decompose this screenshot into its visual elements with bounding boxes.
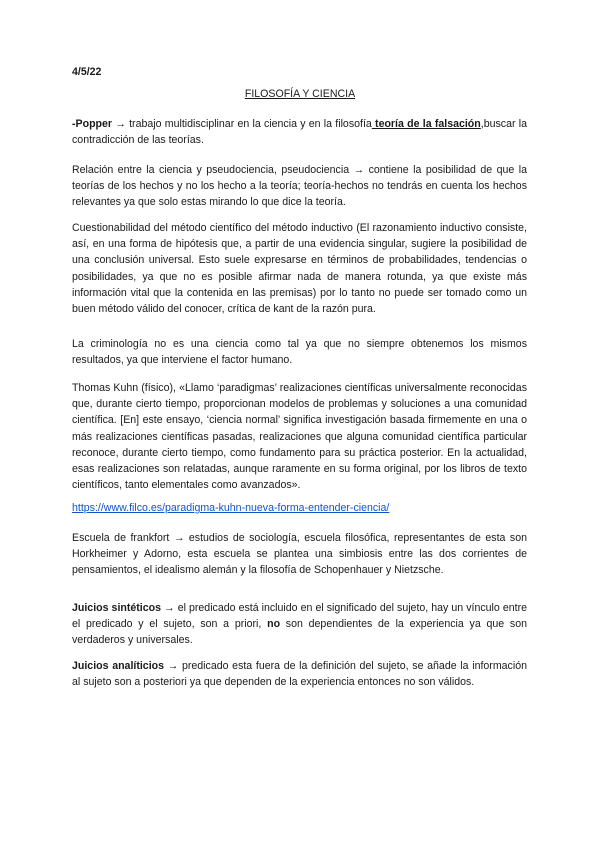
popper-label: -Popper <box>72 118 113 130</box>
popper-text: → trabajo multidisciplinar en la ciencia y en la filosofía <box>112 118 372 130</box>
falsacion-term: teoría de la falsación <box>371 118 481 130</box>
paragraph-analiticos <box>72 658 527 690</box>
link-filco[interactable] <box>72 500 527 516</box>
analiticos-label: Juicios analíticios <box>72 660 164 672</box>
popper-rest: ,buscar la contradicción de las teorías. <box>72 118 527 147</box>
paragraph-pseudociencia: Relación entre la ciencia y pseudociencia, pseudociencia → contiene la posibilidad de que la teorías de los hechos y no los hecho a la teoría; teoría-hechos no tendrás en cuenta los hechos relevantes ya que solo estas mirando lo que dice la teoría. <box>72 164 527 209</box>
paragraph-frankfort: Escuela de frankfort → estudios de sociología, escuela filosófica, representantes de esta son Horkheimer y Adorno, esta escuela se plantea una simbiosis entre las dos corrientes de pensamientos, el idealismo alemán y la filosofía de Schopenhauer y Nietzsche. <box>72 532 527 577</box>
sinteticos-text: → el predicado está incluido en el significado del sujeto, hay un vínculo entre el predicado y el sujeto, son a priori, <box>72 602 527 631</box>
paragraph-inductivo: Cuestionabilidad del método científico del método inductivo (El razonamiento inductivo consiste, así, en una forma de hipótesis que, a partir de una evidencia singular, sugiere la posibilidad de una conclusión universal. Esto suele expresarse en términos de probabilidades, tendencias o posibilidades, ya que no es posible afirmar nada de manera rotunda, ya que existe más información vital que la contenida en las premisas) por lo tanto no puede ser tomado como un buen método válido del conocer, crítica de kant de la razón pura. <box>72 222 527 316</box>
sinteticos-no: no <box>267 618 281 631</box>
sinteticos-label: Juicios sintéticos <box>72 602 162 614</box>
page-title: FILOSOFÍA Y CIENCIA <box>244 88 356 100</box>
paragraph-popper <box>72 116 527 148</box>
paragraph-kuhn: Thomas Kuhn (físico), «Llamo ‘paradigmas’ realizaciones científicas universalmente reconocidas que, durante cierto tiempo, proporcionan modelos de problemas y soluciones a una comunidad científica. [En] este ensayo, ‘ciencia normal’ significa investigación basada firmemente en una o más realizaciones científicas pasadas, realizaciones que alguna comunidad científica particular reconoce, durante cierto tiempo, como fundamento para su práctica posterior. En la actualidad, esas realizaciones son relatadas, aunque raramente en su forma original, por los libros de texto científicos, tanto elementales como avanzados». <box>72 382 527 492</box>
analiticos-text: → predicado esta fuera de la definición del sujeto, se añade la información al sujeto son a posteriori ya que dependen de la experiencia entonces no son válidos. <box>72 660 527 689</box>
date: 4/5/22 <box>72 66 102 78</box>
link-text[interactable]: https://www.filco.es/paradigma-kuhn-nueva-forma-entender-ciencia/ <box>72 502 390 514</box>
paragraph-criminologia: La criminología no es una ciencia como tal ya que no siempre obtenemos los mismos resultados, ya que interviene el factor humano. <box>72 338 527 367</box>
sinteticos-rest: son dependientes de la experiencia ya que son verdaderos y universales. <box>72 618 527 647</box>
paragraph-sinteticos <box>72 600 527 649</box>
